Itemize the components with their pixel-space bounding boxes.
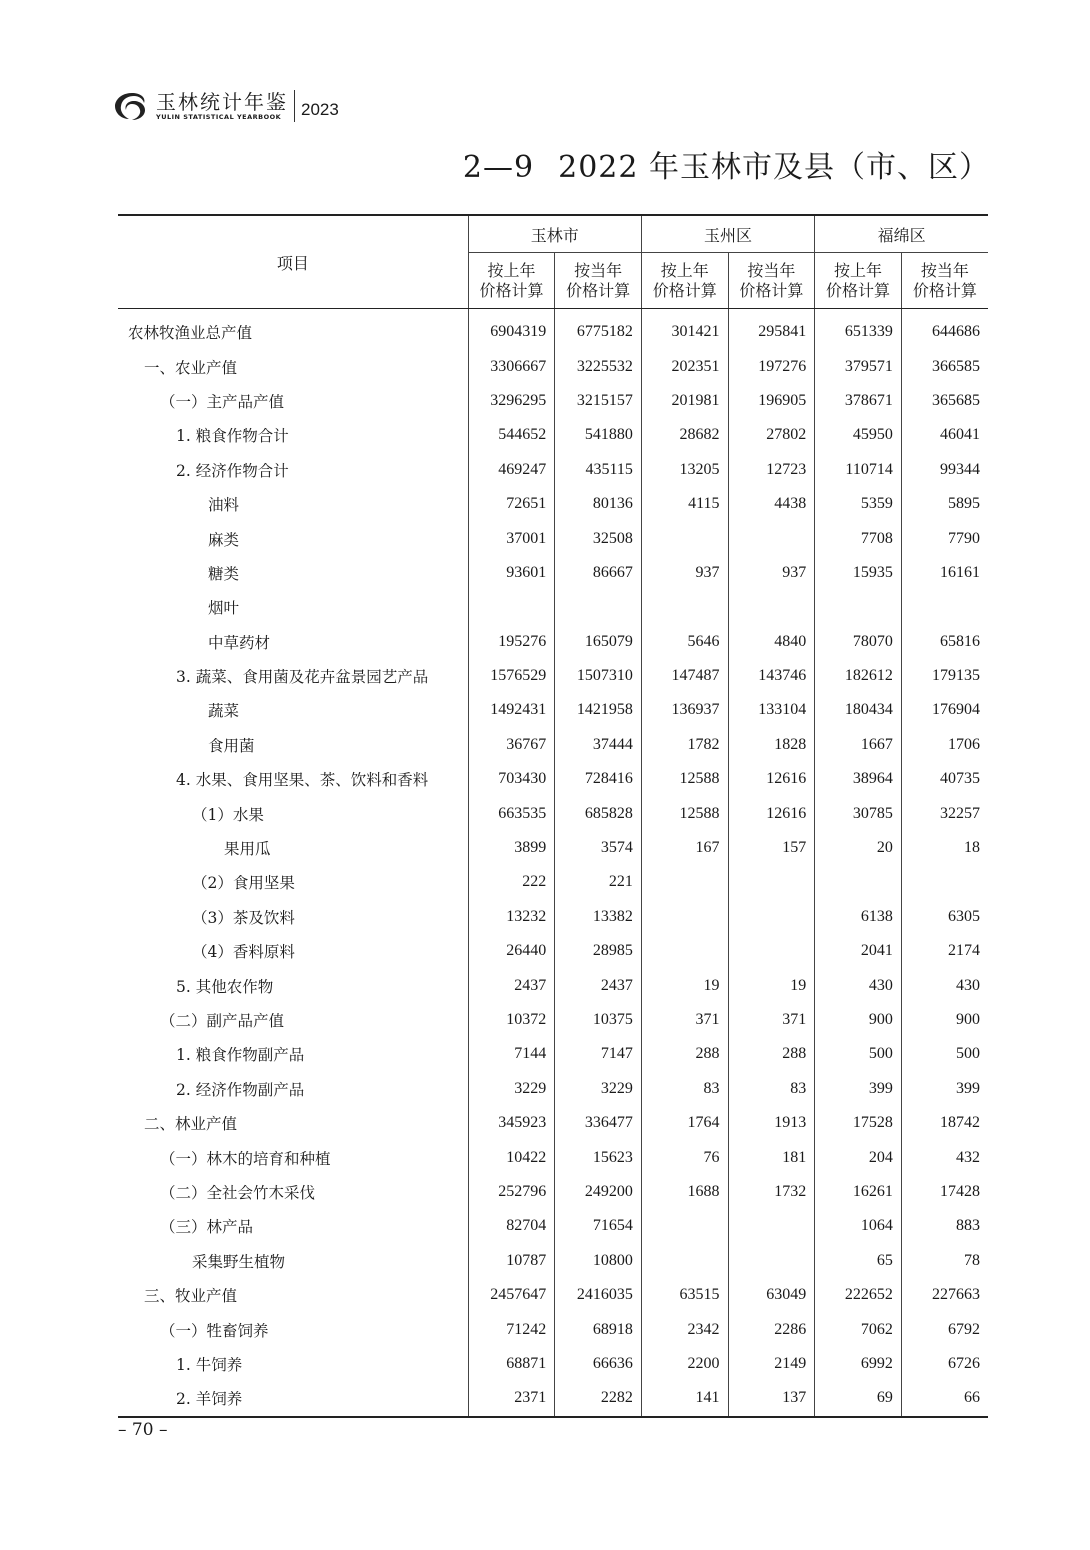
group-header-fumian: 福绵区 <box>815 215 988 253</box>
value-cell: 69 <box>815 1381 902 1416</box>
row-label: 糖类 <box>118 556 468 590</box>
value-cell: 63049 <box>728 1278 815 1312</box>
row-label: （一）林木的培育和种植 <box>118 1140 468 1174</box>
value-cell <box>728 521 815 555</box>
row-label: 1. 牛饲养 <box>118 1347 468 1381</box>
table-title <box>463 142 990 186</box>
value-cell: 197276 <box>728 349 815 383</box>
value-cell: 19 <box>728 968 815 1002</box>
row-label: 中草药材 <box>118 625 468 659</box>
value-cell: 5359 <box>815 487 902 521</box>
value-cell: 249200 <box>555 1175 642 1209</box>
value-cell: 1064 <box>815 1209 902 1243</box>
value-cell: 201981 <box>641 384 728 418</box>
value-cell: 63515 <box>641 1278 728 1312</box>
value-cell: 28682 <box>641 418 728 452</box>
table-row <box>118 1347 988 1381</box>
row-label: 二、林业产值 <box>118 1106 468 1140</box>
value-cell: 2041 <box>815 934 902 968</box>
value-cell: 430 <box>956 976 980 994</box>
table-row <box>118 590 988 624</box>
row-label: 三、牧业产值 <box>118 1278 468 1312</box>
value-cell: 136937 <box>641 693 728 727</box>
statistics-table-wrap <box>118 214 988 1418</box>
value-cell: 37444 <box>555 728 642 762</box>
value-cell: 143746 <box>728 659 815 693</box>
value-cell: 295841 <box>728 309 815 350</box>
table-row <box>118 1244 988 1278</box>
value-cell <box>641 900 728 934</box>
value-cell: 3296295 <box>468 384 555 418</box>
table-row <box>118 865 988 899</box>
value-cell: 1667 <box>815 728 902 762</box>
row-label: 果用瓜 <box>118 831 468 865</box>
row-label: （3）茶及饮料 <box>118 900 468 934</box>
value-cell: 12588 <box>641 762 728 796</box>
value-cell: 4115 <box>641 487 728 521</box>
table-row <box>118 1278 988 1312</box>
value-cell <box>641 1209 728 1243</box>
value-cell: 1421958 <box>555 693 642 727</box>
value-cell: 937 <box>641 556 728 590</box>
value-cell: 222652 <box>815 1278 902 1312</box>
value-cell: 66636 <box>555 1347 642 1381</box>
statistics-table <box>118 214 988 1418</box>
value-cell: 432 <box>956 1148 980 1166</box>
value-cell <box>728 590 815 624</box>
value-cell: 10800 <box>555 1244 642 1278</box>
value-cell: 651339 <box>815 309 902 350</box>
value-cell: 2457647 <box>468 1278 555 1312</box>
value-cell: 541880 <box>555 418 642 452</box>
value-cell: 65816 <box>940 632 980 650</box>
table-number: 2—9 <box>462 150 535 185</box>
value-cell: 6904319 <box>468 309 555 350</box>
table-row <box>118 625 988 659</box>
value-cell <box>641 934 728 968</box>
value-cell: 18742 <box>940 1114 980 1132</box>
value-cell: 80136 <box>555 487 642 521</box>
value-cell: 165079 <box>555 625 642 659</box>
value-cell: 147487 <box>641 659 728 693</box>
value-cell: 36767 <box>468 728 555 762</box>
row-label: 采集野生植物 <box>118 1244 468 1278</box>
value-cell: 141 <box>641 1381 728 1416</box>
row-label: 2. 经济作物合计 <box>118 453 468 487</box>
value-cell: 399 <box>815 1072 902 1106</box>
value-cell: 82704 <box>468 1209 555 1243</box>
row-label: 蔬菜 <box>118 693 468 727</box>
value-cell: 13232 <box>468 900 555 934</box>
value-cell: 371 <box>641 1003 728 1037</box>
yearbook-logo-icon <box>112 89 152 123</box>
value-cell: 937 <box>728 556 815 590</box>
value-cell: 728416 <box>555 762 642 796</box>
page-number: – 70 – <box>118 1420 168 1440</box>
value-cell: 252796 <box>468 1175 555 1209</box>
row-label: 4. 水果、食用坚果、茶、饮料和香料 <box>118 762 468 796</box>
brand-block <box>156 91 288 121</box>
value-cell <box>728 934 815 968</box>
page-header <box>112 86 339 126</box>
value-cell: 1732 <box>728 1175 815 1209</box>
value-cell: 900 <box>815 1003 902 1037</box>
table-row <box>118 1209 988 1243</box>
table-row <box>118 418 988 452</box>
row-label: （4）香料原料 <box>118 934 468 968</box>
value-cell: 500 <box>956 1045 980 1063</box>
value-cell: 371 <box>728 1003 815 1037</box>
table-row <box>118 796 988 830</box>
value-cell: 71654 <box>555 1209 642 1243</box>
value-cell: 68918 <box>555 1312 642 1346</box>
value-cell: 68871 <box>468 1347 555 1381</box>
row-label: 5. 其他农作物 <box>118 968 468 1002</box>
value-cell: 196905 <box>728 384 815 418</box>
value-cell <box>641 521 728 555</box>
item-column-header: 项目 <box>118 215 468 309</box>
value-cell: 3229 <box>468 1072 555 1106</box>
value-cell: 180434 <box>815 693 902 727</box>
value-cell: 17528 <box>815 1106 902 1140</box>
value-cell: 157 <box>728 831 815 865</box>
value-cell: 76 <box>641 1140 728 1174</box>
sub-header-cell: 按当年 价格计算 <box>901 253 988 309</box>
value-cell: 1782 <box>641 728 728 762</box>
value-cell: 7708 <box>815 521 902 555</box>
value-cell: 10422 <box>468 1140 555 1174</box>
value-cell: 137 <box>728 1381 815 1416</box>
value-cell: 288 <box>728 1037 815 1071</box>
value-cell: 10787 <box>468 1244 555 1278</box>
value-cell: 2342 <box>641 1312 728 1346</box>
value-cell: 3306667 <box>468 349 555 383</box>
value-cell: 288 <box>641 1037 728 1071</box>
sub-header-cell: 按当年 价格计算 <box>555 253 642 309</box>
value-cell: 703430 <box>468 762 555 796</box>
value-cell: 399 <box>956 1079 980 1097</box>
row-label: （一）主产品产值 <box>118 384 468 418</box>
row-label: 3. 蔬菜、食用菌及花卉盆景园艺产品 <box>118 659 468 693</box>
value-cell: 663535 <box>468 796 555 830</box>
value-cell: 78 <box>964 1251 980 1269</box>
value-cell: 46041 <box>940 426 980 444</box>
brand-name-en: YULIN STATISTICAL YEARBOOK <box>156 113 282 121</box>
value-cell: 883 <box>956 1217 980 1235</box>
value-cell: 6792 <box>948 1320 980 1338</box>
value-cell: 1492431 <box>468 693 555 727</box>
group-header-yuzhou: 玉州区 <box>641 215 814 253</box>
value-cell: 71242 <box>468 1312 555 1346</box>
value-cell <box>728 865 815 899</box>
value-cell: 222 <box>468 865 555 899</box>
value-cell: 2149 <box>728 1347 815 1381</box>
value-cell: 99344 <box>940 460 980 478</box>
row-label: （二）全社会竹木采伐 <box>118 1175 468 1209</box>
value-cell: 65 <box>815 1244 902 1278</box>
value-cell: 1706 <box>948 735 980 753</box>
value-cell: 78070 <box>815 625 902 659</box>
value-cell: 133104 <box>728 693 815 727</box>
value-cell: 13382 <box>555 900 642 934</box>
value-cell: 2200 <box>641 1347 728 1381</box>
value-cell: 1688 <box>641 1175 728 1209</box>
value-cell: 6305 <box>948 907 980 925</box>
value-cell <box>815 865 902 899</box>
value-cell: 13205 <box>641 453 728 487</box>
value-cell: 1576529 <box>468 659 555 693</box>
value-cell: 5895 <box>948 495 980 513</box>
table-title-text: 2022 年玉林市及县（市、区） <box>558 150 990 185</box>
value-cell: 38964 <box>815 762 902 796</box>
table-row <box>118 1072 988 1106</box>
value-cell: 167 <box>641 831 728 865</box>
row-label: 农林牧渔业总产值 <box>118 309 468 350</box>
value-cell: 32257 <box>940 804 980 822</box>
table-row <box>118 968 988 1002</box>
value-cell: 3225532 <box>555 349 642 383</box>
table-row <box>118 659 988 693</box>
value-cell <box>641 865 728 899</box>
value-cell: 86667 <box>555 556 642 590</box>
table-row <box>118 487 988 521</box>
value-cell <box>901 590 988 624</box>
value-cell: 1764 <box>641 1106 728 1140</box>
value-cell: 6992 <box>815 1347 902 1381</box>
value-cell: 6726 <box>948 1354 980 1372</box>
value-cell: 182612 <box>815 659 902 693</box>
value-cell: 7144 <box>468 1037 555 1071</box>
table-row <box>118 1106 988 1140</box>
row-label: （2）食用坚果 <box>118 865 468 899</box>
table-row <box>118 309 988 350</box>
value-cell: 379571 <box>815 349 902 383</box>
value-cell: 12616 <box>728 762 815 796</box>
value-cell: 900 <box>956 1011 980 1028</box>
value-cell: 17428 <box>940 1182 980 1200</box>
value-cell: 40735 <box>940 770 980 788</box>
value-cell: 644686 <box>932 323 980 341</box>
value-cell: 7062 <box>815 1312 902 1346</box>
brand-name-cn: 玉林统计年鉴 <box>156 90 288 114</box>
table-row <box>118 1003 988 1037</box>
value-cell: 6138 <box>815 900 902 934</box>
value-cell: 18 <box>964 839 980 857</box>
value-cell: 179135 <box>932 667 980 685</box>
row-label: 食用菌 <box>118 728 468 762</box>
value-cell: 2286 <box>728 1312 815 1346</box>
row-label: 2. 羊饲养 <box>118 1381 468 1416</box>
table-row <box>118 693 988 727</box>
table-row <box>118 934 988 968</box>
value-cell: 378671 <box>815 384 902 418</box>
value-cell: 2437 <box>468 968 555 1002</box>
table-row <box>118 349 988 383</box>
value-cell: 16161 <box>940 563 980 581</box>
sub-header-cell: 按上年 价格计算 <box>468 253 555 309</box>
value-cell <box>641 1244 728 1278</box>
value-cell <box>468 590 555 624</box>
value-cell: 3215157 <box>555 384 642 418</box>
value-cell: 20 <box>815 831 902 865</box>
value-cell: 2174 <box>948 942 980 960</box>
value-cell: 30785 <box>815 796 902 830</box>
value-cell: 685828 <box>555 796 642 830</box>
value-cell: 435115 <box>555 453 642 487</box>
value-cell: 345923 <box>468 1106 555 1140</box>
table-row <box>118 900 988 934</box>
sub-header-cell: 按当年 价格计算 <box>728 253 815 309</box>
value-cell: 7790 <box>948 529 980 547</box>
value-cell: 19 <box>641 968 728 1002</box>
value-cell: 7147 <box>555 1037 642 1071</box>
value-cell: 27802 <box>728 418 815 452</box>
row-label: （1）水果 <box>118 796 468 830</box>
value-cell: 221 <box>555 865 642 899</box>
value-cell: 204 <box>815 1140 902 1174</box>
row-label: 2. 经济作物副产品 <box>118 1072 468 1106</box>
value-cell: 1913 <box>728 1106 815 1140</box>
value-cell: 365685 <box>932 391 980 409</box>
sub-header-cell: 按上年 价格计算 <box>641 253 728 309</box>
table-row <box>118 556 988 590</box>
value-cell: 16261 <box>815 1175 902 1209</box>
table-row <box>118 1037 988 1071</box>
value-cell: 469247 <box>468 453 555 487</box>
value-cell: 544652 <box>468 418 555 452</box>
value-cell <box>641 590 728 624</box>
row-label: 油料 <box>118 487 468 521</box>
row-label: （一）牲畜饲养 <box>118 1312 468 1346</box>
table-row <box>118 762 988 796</box>
value-cell: 15935 <box>815 556 902 590</box>
value-cell: 2282 <box>555 1381 642 1416</box>
value-cell: 430 <box>815 968 902 1002</box>
row-label: （三）林产品 <box>118 1209 468 1243</box>
table-row <box>118 1381 988 1416</box>
value-cell <box>901 865 988 899</box>
value-cell: 3229 <box>555 1072 642 1106</box>
table-row <box>118 728 988 762</box>
value-cell: 366585 <box>932 357 980 375</box>
value-cell: 12588 <box>641 796 728 830</box>
value-cell: 4438 <box>728 487 815 521</box>
value-cell: 83 <box>728 1072 815 1106</box>
value-cell: 500 <box>815 1037 902 1071</box>
table-row <box>118 1312 988 1346</box>
value-cell: 93601 <box>468 556 555 590</box>
value-cell <box>728 900 815 934</box>
value-cell: 83 <box>641 1072 728 1106</box>
group-header-yulin: 玉林市 <box>468 215 641 253</box>
value-cell: 15623 <box>555 1140 642 1174</box>
row-label: （二）副产品产值 <box>118 1003 468 1037</box>
value-cell: 6775182 <box>555 309 642 350</box>
value-cell: 3899 <box>468 831 555 865</box>
value-cell: 176904 <box>932 701 980 719</box>
sub-header-cell: 按上年 价格计算 <box>815 253 902 309</box>
value-cell: 227663 <box>932 1286 980 1304</box>
value-cell: 2371 <box>468 1381 555 1416</box>
table-row <box>118 453 988 487</box>
value-cell: 3574 <box>555 831 642 865</box>
header-divider <box>294 90 295 122</box>
value-cell: 12616 <box>728 796 815 830</box>
value-cell: 66 <box>901 1381 988 1416</box>
row-label: 1. 粮食作物副产品 <box>118 1037 468 1071</box>
value-cell <box>815 590 902 624</box>
value-cell: 37001 <box>468 521 555 555</box>
value-cell: 301421 <box>641 309 728 350</box>
table-row <box>118 1175 988 1209</box>
value-cell <box>555 590 642 624</box>
row-label: 一、农业产值 <box>118 349 468 383</box>
value-cell: 110714 <box>815 453 902 487</box>
value-cell: 12723 <box>728 453 815 487</box>
value-cell: 10372 <box>468 1003 555 1037</box>
table-row <box>118 384 988 418</box>
value-cell: 28985 <box>555 934 642 968</box>
value-cell: 2416035 <box>555 1278 642 1312</box>
value-cell: 4840 <box>728 625 815 659</box>
value-cell <box>728 1209 815 1243</box>
row-label: 1. 粮食作物合计 <box>118 418 468 452</box>
value-cell: 10375 <box>555 1003 642 1037</box>
table-row <box>118 831 988 865</box>
value-cell: 1828 <box>728 728 815 762</box>
yearbook-year: 2023 <box>301 100 339 119</box>
value-cell: 181 <box>728 1140 815 1174</box>
value-cell: 336477 <box>555 1106 642 1140</box>
table-row <box>118 521 988 555</box>
row-label: 烟叶 <box>118 590 468 624</box>
value-cell: 32508 <box>555 521 642 555</box>
value-cell: 2437 <box>555 968 642 1002</box>
value-cell <box>728 1244 815 1278</box>
row-label: 麻类 <box>118 521 468 555</box>
table-row <box>118 1140 988 1174</box>
value-cell: 195276 <box>468 625 555 659</box>
value-cell: 45950 <box>815 418 902 452</box>
value-cell: 72651 <box>468 487 555 521</box>
value-cell: 202351 <box>641 349 728 383</box>
value-cell: 1507310 <box>555 659 642 693</box>
value-cell: 26440 <box>468 934 555 968</box>
value-cell: 5646 <box>641 625 728 659</box>
